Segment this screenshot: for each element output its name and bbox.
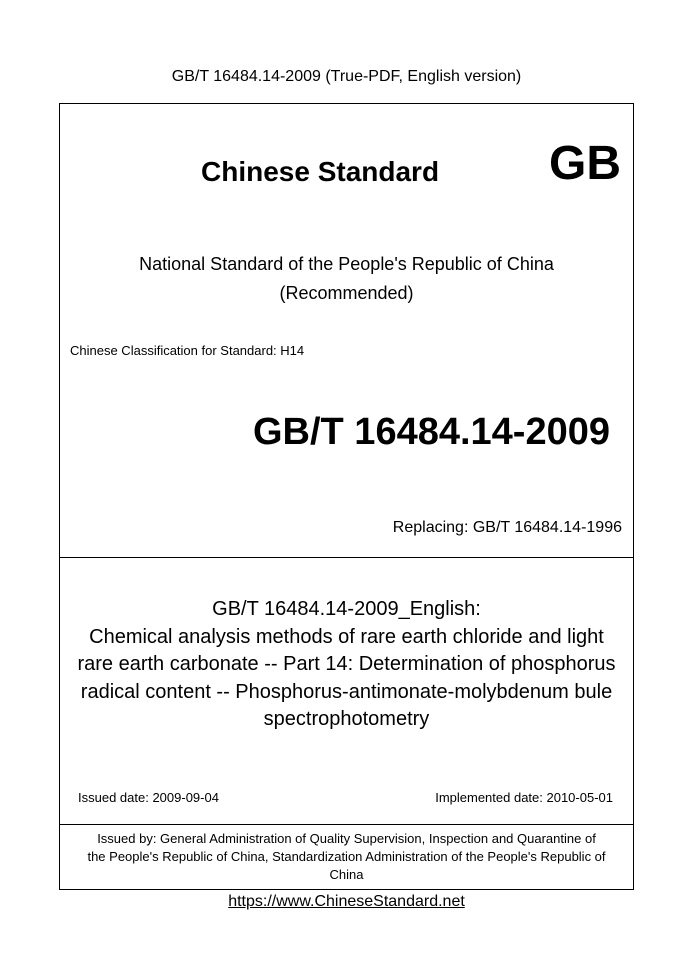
title-line: GB/T 16484.14-2009_English: [212, 598, 481, 620]
title-line: Chemical analysis methods of rare earth chloride and light [89, 625, 604, 648]
title-box [59, 557, 634, 825]
title-line: spectrophotometry [263, 708, 430, 730]
classification-label: Chinese Classification for Standard: H14 [70, 343, 305, 358]
replacing-label: Replacing: GB/T 16484.14-1996 [392, 519, 622, 536]
chinese-standard-heading: Chinese Standard [201, 156, 440, 187]
issued-date: Issued date: 2009-09-04 [78, 790, 219, 805]
page-header: GB/T 16484.14-2009 (True-PDF, English version) [171, 68, 522, 85]
title-line: rare earth carbonate -- Part 14: Determination of phosphorus [77, 653, 616, 675]
gb-mark: GB [549, 137, 621, 190]
issuer-line: China [329, 867, 364, 882]
national-line-1: National Standard of the People's Republic of China [139, 254, 554, 274]
issuer-text [60, 830, 633, 884]
issuer-line: Issued by: General Administration of Quality Supervision, Inspection and Quarantine of [97, 831, 596, 846]
national-standard-title [60, 250, 633, 308]
national-line-2: (Recommended) [279, 283, 414, 303]
standard-number: GB/T 16484.14-2009 [252, 411, 610, 453]
implemented-date: Implemented date: 2010-05-01 [435, 790, 613, 805]
document-title [60, 596, 633, 734]
cover-box [59, 103, 634, 558]
title-line: radical content -- Phosphorus-antimonate-molybdenum bule [80, 680, 613, 703]
issuer-box [59, 824, 634, 890]
website-link[interactable]: https://www.ChineseStandard.net [228, 893, 465, 910]
issuer-line: the People's Republic of China, Standardization Administration of the People's Republic of [87, 849, 606, 864]
